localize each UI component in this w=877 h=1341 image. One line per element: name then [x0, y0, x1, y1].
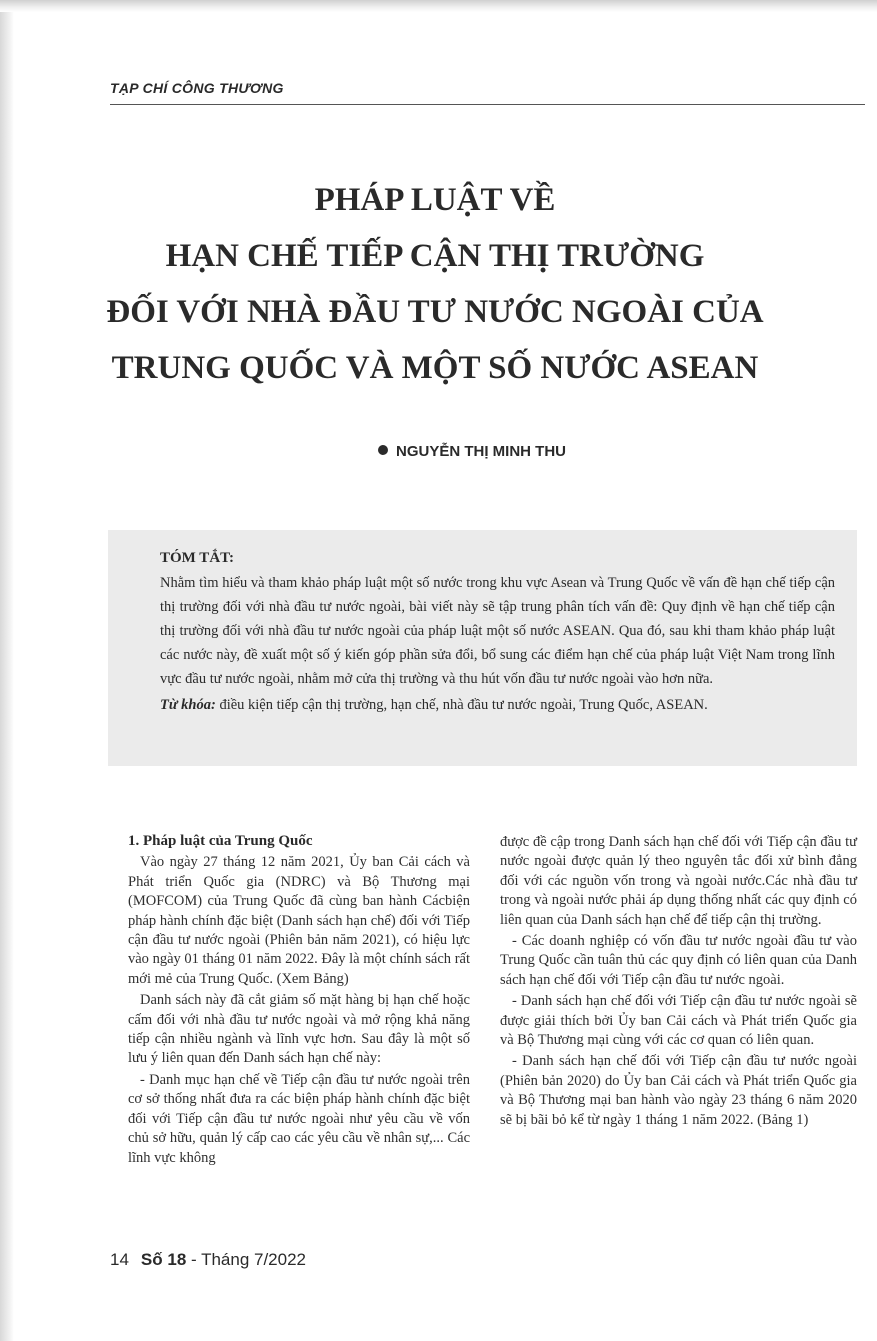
issue-number: Số 18 — [140, 1250, 187, 1269]
author-name: NGUYỄN THỊ MINH THU — [396, 443, 566, 460]
paragraph: được đề cập trong Danh sách hạn chế đối với Tiếp cận đầu tư nước ngoài được quản lý theo nguyên tắc đối xử bình đẳng đối với các nguồn vốn trong và ngoài nước.Các nhà đầu tư trong và ngoài nước phải áp dụng thống nhất các quy định có liên quan của Danh sách hạn chế để tiếp cận thị trường. — [500, 834, 857, 928]
paragraph: - Danh sách hạn chế đối với Tiếp cận đầu tư nước ngoài sẽ được giải thích bởi Ủy ban Cải cách và Phát triển Quốc gia và Bộ Thương mại cùng với các cơ quan có liên quan. — [500, 993, 857, 1049]
paragraph: - Các doanh nghiệp có vốn đầu tư nước ngoài đầu tư vào Trung Quốc cần tuân thủ các quy định có liên quan của Danh sách hạn chế đối với Tiếp cận đầu tư nước ngoài. — [500, 933, 857, 988]
title-line: ĐỐI VỚI NHÀ ĐẦU TƯ NƯỚC NGOÀI CỦA — [106, 294, 764, 330]
title-line: HẠN CHẾ TIẾP CẬN THỊ TRƯỜNG — [165, 238, 705, 274]
scan-shadow-top — [0, 0, 877, 12]
issue-date: - Tháng 7/2022 — [186, 1250, 307, 1269]
journal-name: TẠP CHÍ CÔNG THƯƠNG — [110, 80, 284, 96]
paragraph: Vào ngày 27 tháng 12 năm 2021, Ủy ban Cải cách và Phát triển Quốc gia (NDRC) và Bộ Thương mại (MOFCOM) của Trung Quốc đã cùng ban hành Cácbiện pháp hành chính đặc biệt (Danh sách hạn chế) đối với Tiếp cận đầu tư nước ngoài (Phiên bản năm 2021), có hiệu lực vào ngày 01 tháng 01 năm 2022. Đây là một chính sách rất mới mẻ của Trung Quốc. (Xem Bảng) — [128, 854, 470, 987]
bullet-icon — [378, 445, 388, 455]
article-title — [40, 172, 830, 396]
paragraph: - Danh sách hạn chế đối với Tiếp cận đầu tư nước ngoài (Phiên bản 2020) do Ủy ban Cải cách và Phát triển Quốc gia và Bộ Thương mại ban hành vào ngày 23 tháng 6 năm 2020 sẽ bị bãi bỏ kể từ ngày 1 tháng 1 năm 2022. (Bảng 1) — [500, 1053, 857, 1128]
abstract-heading: TÓM TẮT: — [160, 550, 235, 566]
keywords-list: điều kiện tiếp cận thị trường, hạn chế, nhà đầu tư nước ngoài, Trung Quốc, ASEAN. — [215, 697, 708, 713]
author-line — [378, 443, 566, 460]
section-heading: 1. Pháp luật của Trung Quốc — [128, 833, 313, 849]
paragraph: Danh sách này đã cắt giảm số mặt hàng bị hạn chế hoặc cấm đối với nhà đầu tư nước ngoài và mở rộng khả năng tiếp cận nhiều ngành và lĩnh vực hơn. Sau đây là một số lưu ý liên quan đến Danh sách hạn chế này: — [128, 992, 470, 1067]
paragraph: - Danh mục hạn chế về Tiếp cận đầu tư nước ngoài trên cơ sở thống nhất đưa ra các biện pháp hành chính đặc biệt đối với Tiếp cận đầu tư nước ngoài như yêu cầu về vốn chủ sở hữu, quản lý cấp cao các yêu cầu về nhân sự,... Các lĩnh vực không — [128, 1071, 470, 1166]
header-rule — [110, 104, 865, 105]
page-footer — [110, 1250, 306, 1270]
page-number: 14 — [110, 1250, 129, 1269]
keywords — [160, 693, 835, 717]
body-column-left — [128, 832, 470, 1170]
abstract-text: Nhằm tìm hiểu và tham khảo pháp luật một số nước trong khu vực Asean và Trung Quốc về vấn đề hạn chế tiếp cận thị trường đối với nhà đầu tư nước ngoài, bài viết này sẽ tập trung phân tích vấn đề: Quy định về hạn chế tiếp cận thị trường đối với nhà đầu tư nước ngoài của pháp luật một số nước ASEAN. Qua đó, sau khi tham khảo pháp luật các nước này, đề xuất một số ý kiến góp phần sửa đổi, bổ sung các điểm hạn chế của pháp luật Việt Nam trong lĩnh vực đầu tư nước ngoài, nhằm mở cửa thị trường và thu hút vốn đầu tư nước ngoài vào hơn nữa. — [160, 575, 835, 687]
abstract-box — [108, 530, 857, 766]
scan-shadow-left — [0, 0, 14, 1341]
body-column-right — [500, 833, 857, 1132]
title-line: TRUNG QUỐC VÀ MỘT SỐ NƯỚC ASEAN — [111, 350, 759, 386]
keywords-label: Từ khóa: — [160, 697, 216, 713]
title-line: PHÁP LUẬT VỀ — [314, 182, 556, 218]
